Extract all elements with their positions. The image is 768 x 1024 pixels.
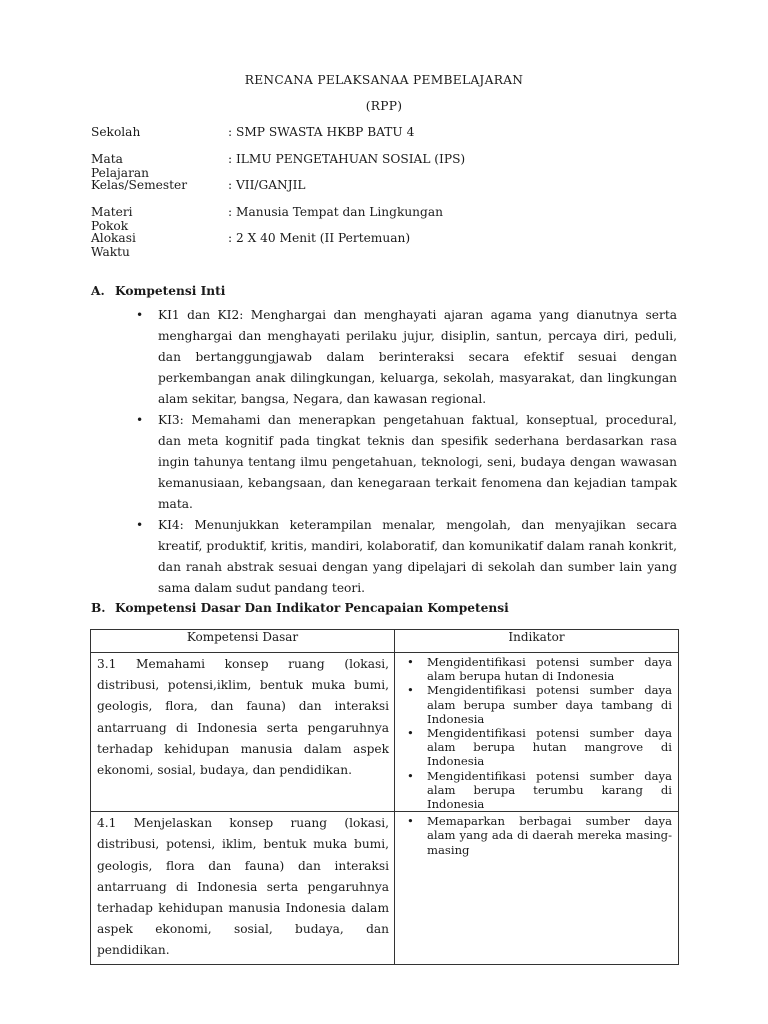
indikator-cell <box>395 812 679 964</box>
indikator-cell <box>395 653 679 812</box>
column-header-indikator: Indikator <box>395 630 679 653</box>
section-number: A. <box>91 284 105 298</box>
info-label: Kelas/Semester <box>91 178 188 192</box>
table-row <box>91 653 679 812</box>
info-value: : Manusia Tempat dan Lingkungan <box>228 204 443 219</box>
info-label: Mata Pelajaran <box>91 151 150 180</box>
list-item: • KI1 dan KI2: Menghargai dan menghayati ajaran agama yang dianutnya serta menghargai dan menghayati perilaku jujur, disiplin, santun, percaya diri, peduli, dan bertanggungjawab dalam berinteraksi secara efektif sesuai dengan perkembangan anak dilingkungan, keluarga, sekolah, masyarakat, dan lingkungan alam sekitar, bangsa, Negara, dan kawasan regional. <box>136 305 677 410</box>
kd-cell: 3.1 Memahami konsep ruang (lokasi, distribusi, potensi,iklim, bentuk muka bumi, geologis, flora, dan fauna) dan interaksi antarruang di Indonesia serta pengaruhnya terhadap kehidupan manusia dalam aspek ekonomi, sosial, budaya, dan pendidikan. <box>91 653 395 812</box>
kompetensi-inti-list <box>136 305 677 599</box>
info-value: : SMP SWASTA HKBP BATU 4 <box>228 125 415 139</box>
indikator-list <box>403 814 672 857</box>
section-a-heading <box>91 284 225 298</box>
info-value: : VII/GANJIL <box>228 178 306 192</box>
document-subtitle: (RPP) <box>365 99 403 113</box>
info-label: Sekolah <box>91 125 141 139</box>
list-item: • Memaparkan berbagai sumber daya alam yang ada di daerah mereka masing-masing <box>403 814 672 857</box>
indikator-list <box>403 655 672 811</box>
column-header-kompetensi-dasar: Kompetensi Dasar <box>91 630 395 653</box>
list-item: • KI4: Menunjukkan keterampilan menalar, mengolah, dan menyajikan secara kreatif, produktif, kritis, mandiri, kolaboratif, dan komunikatif dalam ranah konkrit, dan ranah abstrak sesuai dengan yang dipelajari di sekolah dan sumber lain yang sama dalam sudut pandang teori. <box>136 515 677 599</box>
kd-cell: 4.1 Menjelaskan konsep ruang (lokasi, distribusi, potensi, iklim, bentuk muka bumi, geologis, flora dan fauna) dan interaksi antarruang di Indonesia serta pengaruhnya terhadap kehidupan manusia Indonesia dalam aspek ekonomi, sosial, budaya, dan pendidikan. <box>91 812 395 964</box>
info-value: : ILMU PENGETAHUAN SOSIAL (IPS) <box>228 151 466 166</box>
list-item: • Mengidentifikasi potensi sumber daya alam berupa terumbu karang di Indonesia <box>403 769 672 812</box>
table-row <box>91 812 679 964</box>
list-item: • Mengidentifikasi potensi sumber daya alam berupa sumber daya tambang di Indonesia <box>403 683 672 726</box>
info-value: : 2 X 40 Menit (II Pertemuan) <box>228 231 411 245</box>
info-label: Alokasi Waktu <box>91 231 136 259</box>
section-title: Kompetensi Dasar Dan Indikator Pencapaian Kompetensi <box>115 601 509 615</box>
section-title: Kompetensi Inti <box>115 284 226 298</box>
list-item: • Mengidentifikasi potensi sumber daya alam berupa hutan mangrove di Indonesia <box>403 726 672 769</box>
info-label: Materi Pokok <box>91 204 133 233</box>
list-item: • Mengidentifikasi potensi sumber daya alam berupa hutan di Indonesia <box>403 655 672 683</box>
section-number: B. <box>91 601 106 615</box>
table-header-row <box>91 630 679 653</box>
document-title: RENCANA PELAKSANAA PEMBELAJARAN <box>244 73 524 87</box>
kompetensi-table <box>90 629 679 965</box>
list-item: • KI3: Memahami dan menerapkan pengetahuan faktual, konseptual, procedural, dan meta kognitif pada tingkat teknis dan spesifik sederhana berdasarkan rasa ingin tahunya tentang ilmu pengetahuan, teknologi, seni, budaya dengan wawasan kemanusiaan, kebangsaan, dan kenegaraan terkait fenomena dan kejadian tampak mata. <box>136 410 677 515</box>
section-b-heading <box>91 601 509 615</box>
